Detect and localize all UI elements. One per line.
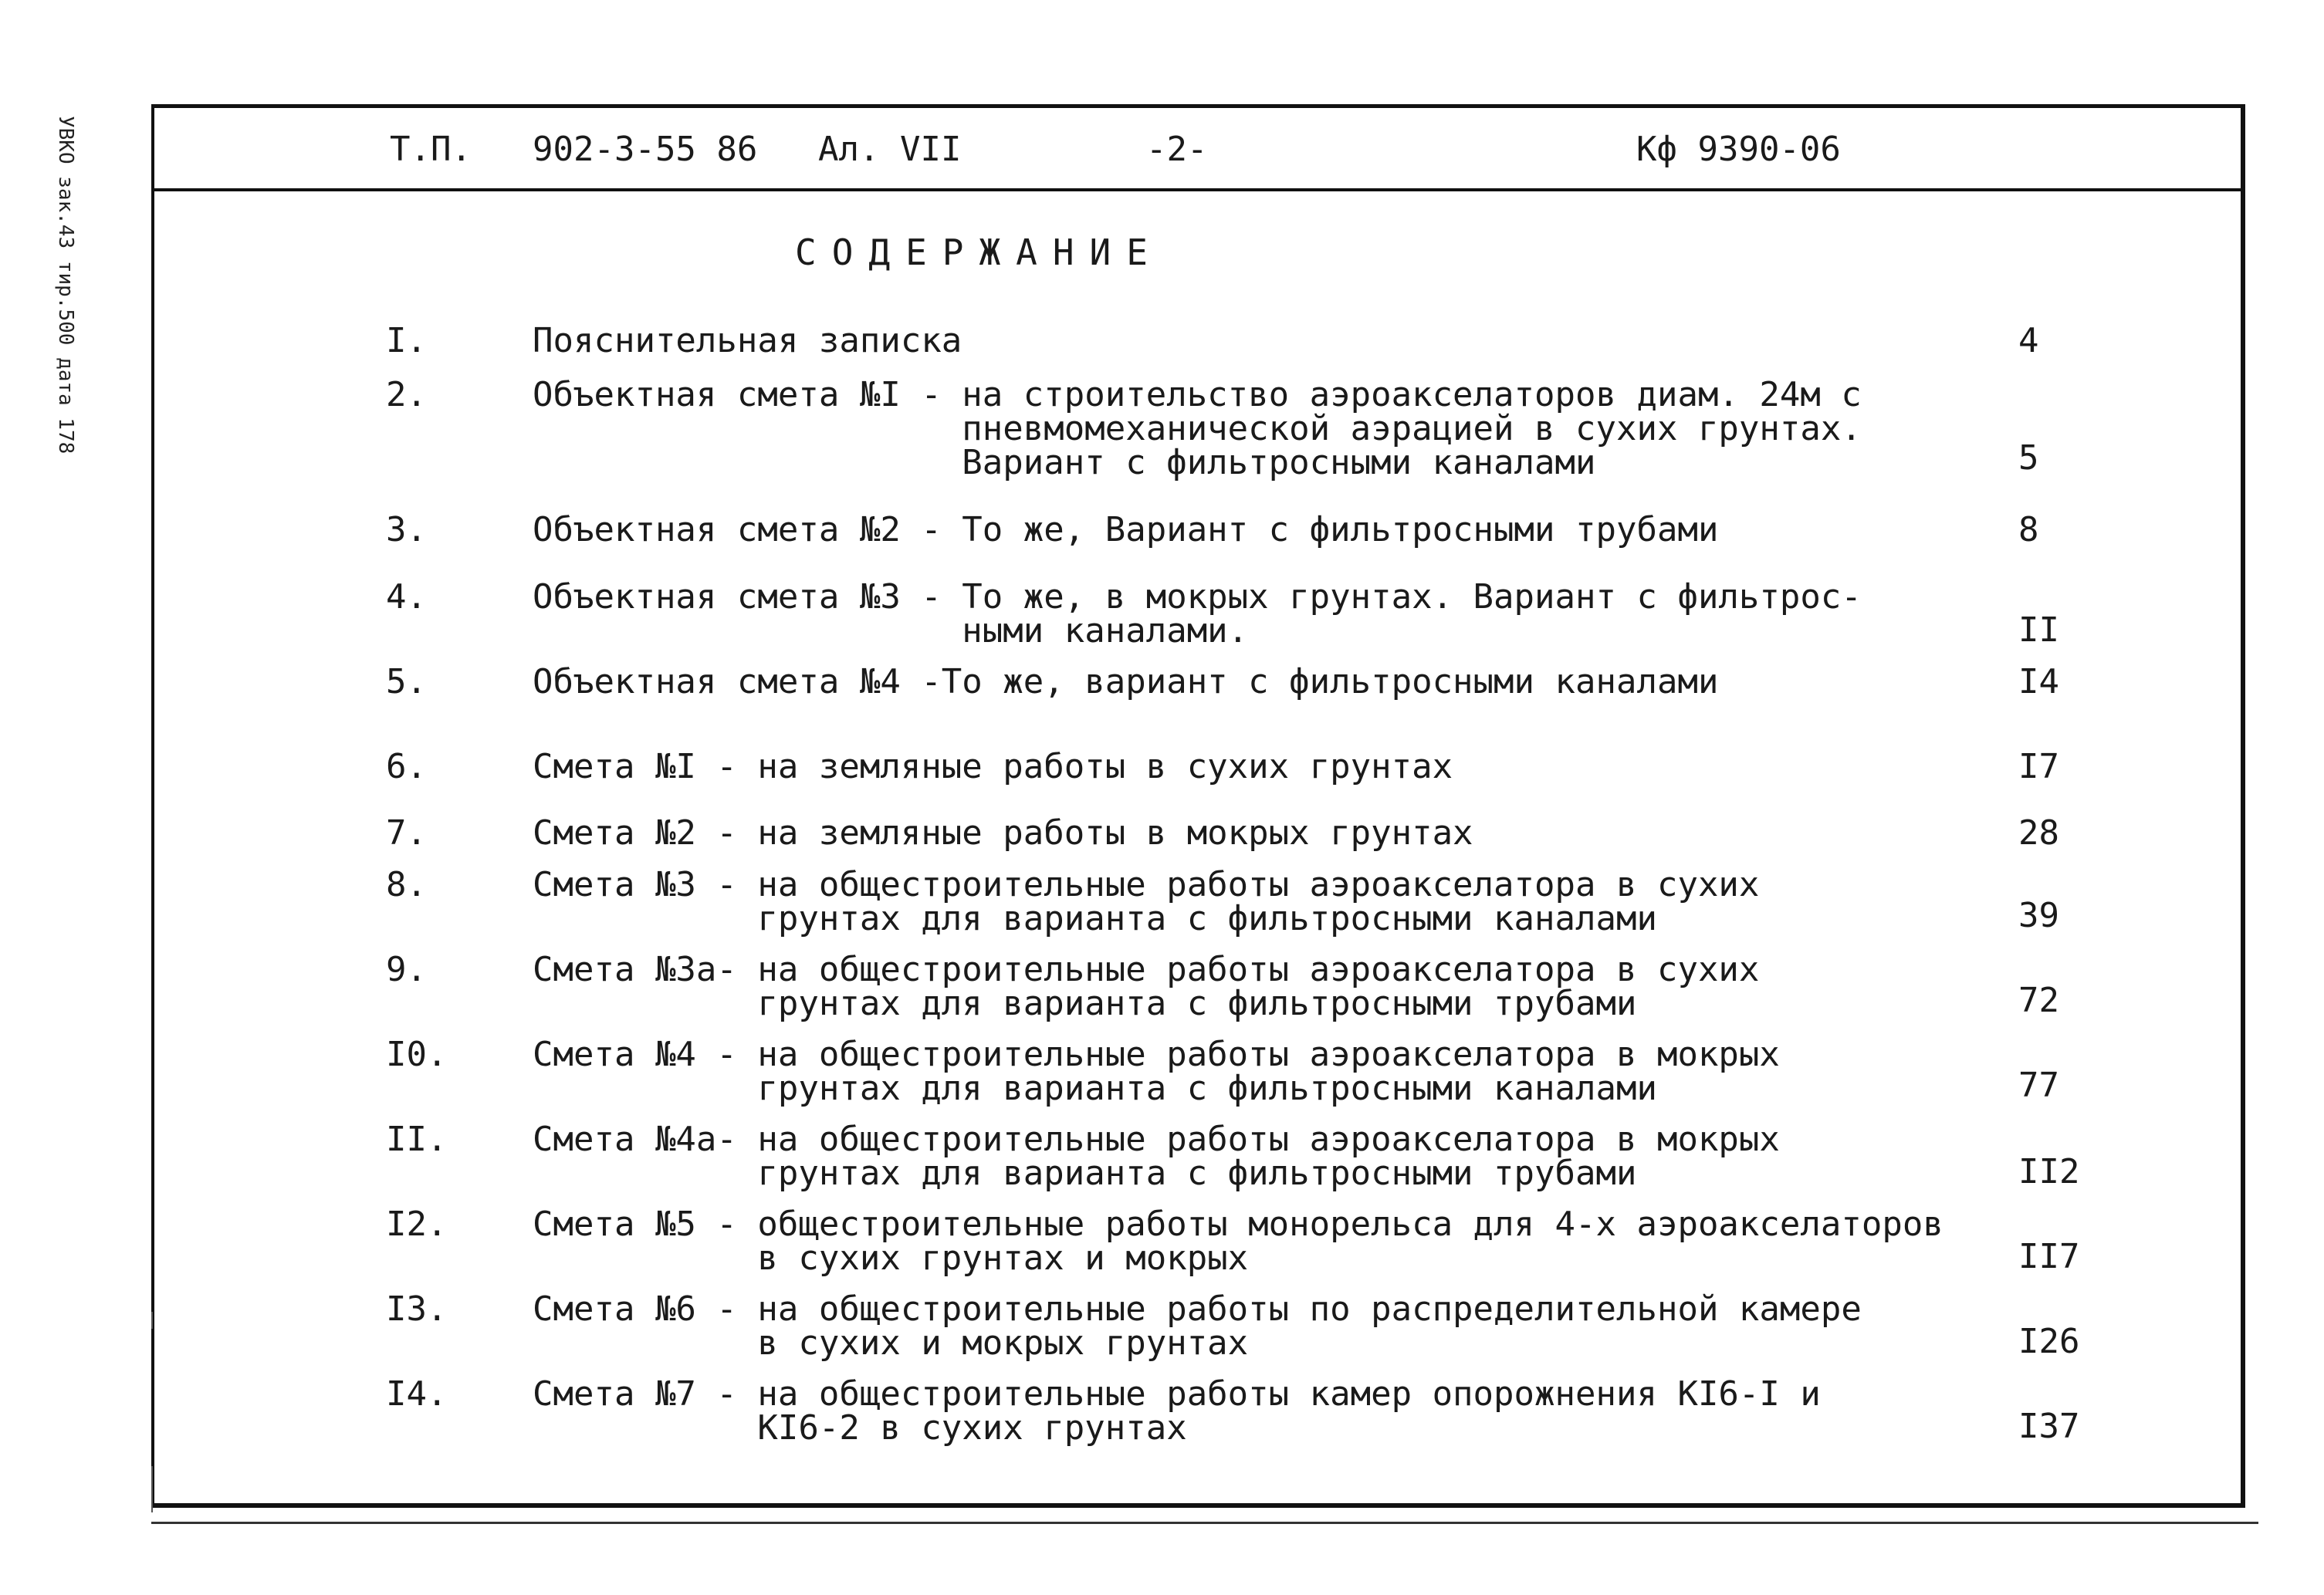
item-number: I4. <box>386 1374 448 1414</box>
item-text: Смета №3а- на общестроительные работы аэроакселатора в сухих грунтах для варианта с фильтросными трубами <box>533 950 1760 1023</box>
item-number: I0. <box>386 1035 448 1074</box>
item-page: II2 <box>2018 1152 2080 1191</box>
item-page: 28 <box>2018 813 2059 853</box>
item-text: Пояснительная записка <box>533 321 962 360</box>
item-page: 5 <box>2018 438 2039 478</box>
item-page: 39 <box>2018 896 2059 935</box>
item-page: I26 <box>2018 1322 2080 1361</box>
item-page: II <box>2018 610 2059 650</box>
header-code: Кф 9390-06 <box>1636 130 1841 169</box>
item-number: I3. <box>386 1289 448 1329</box>
item-text: Смета №2 - на земляные работы в мокрых грунтах <box>533 813 1473 853</box>
item-page: II7 <box>2018 1237 2080 1276</box>
item-number: I2. <box>386 1205 448 1244</box>
header-divider <box>151 188 2245 191</box>
margin-mark <box>151 1312 153 1329</box>
item-number: 9. <box>386 950 427 989</box>
item-page: 72 <box>2018 981 2059 1020</box>
item-number: 4. <box>386 577 427 617</box>
item-page: I4 <box>2018 662 2059 701</box>
item-text: Смета №6 - на общестроительные работы по распределительной камере в сухих и мокрых грунтах <box>533 1289 1862 1363</box>
item-text: Объектная смета №2 - То же, Вариант с фильтросными трубами <box>533 510 1719 549</box>
header-page-number: -2- <box>1146 130 1208 169</box>
item-text: Смета №3 - на общестроительные работы аэроакселатора в сухих грунтах для варианта с фильтросными каналами <box>533 865 1760 938</box>
item-text: Смета №4а- на общестроительные работы аэроакселатора в мокрых грунтах для варианта с фильтросными трубами <box>533 1120 1780 1193</box>
bottom-rule <box>151 1522 2258 1524</box>
header-tp: Т.П. <box>390 130 472 169</box>
item-page: 8 <box>2018 510 2039 549</box>
item-text: Объектная смета №4 -То же, вариант с фильтросными каналами <box>533 662 1719 701</box>
item-number: 5. <box>386 662 427 701</box>
item-number: II. <box>386 1120 448 1159</box>
item-page: 77 <box>2018 1066 2059 1105</box>
header-project-number: 902-3-55 86 <box>533 130 758 169</box>
item-text: Объектная смета №3 - То же, в мокрых грунтах. Вариант с фильтрос- ными каналами. <box>533 577 1862 651</box>
item-number: 6. <box>386 747 427 786</box>
item-page: I37 <box>2018 1407 2080 1446</box>
item-text: Объектная смета №I - на строительство аэроакселаторов диам. 24м с пневмомеханической аэрацией в сухих грунтах. Вариант с фильтросными каналами <box>533 375 1862 482</box>
item-text: Смета №I - на земляные работы в сухих грунтах <box>533 747 1453 786</box>
item-number: 7. <box>386 813 427 853</box>
item-page: 4 <box>2018 321 2039 360</box>
item-text: Смета №5 - общестроительные работы монорельса для 4-х аэроакселаторов в сухих грунтах и мокрых <box>533 1205 1943 1278</box>
item-text: Смета №4 - на общестроительные работы аэроакселатора в мокрых грунтах для варианта с фильтросными каналами <box>533 1035 1780 1108</box>
margin-print-stamp: УВКО зак.43 тир.500 дата 178 <box>54 116 77 455</box>
item-number: 3. <box>386 510 427 549</box>
item-number: 8. <box>386 865 427 904</box>
header-album: Ал. VII <box>818 130 962 169</box>
margin-mark <box>151 1466 153 1512</box>
document-title: СОДЕРЖАНИЕ <box>795 231 1163 273</box>
item-number: I. <box>386 321 427 360</box>
item-number: 2. <box>386 375 427 414</box>
item-page: I7 <box>2018 747 2059 786</box>
item-text: Смета №7 - на общестроительные работы камер опорожнения КI6-I и КI6-2 в сухих грунтах <box>533 1374 1821 1448</box>
